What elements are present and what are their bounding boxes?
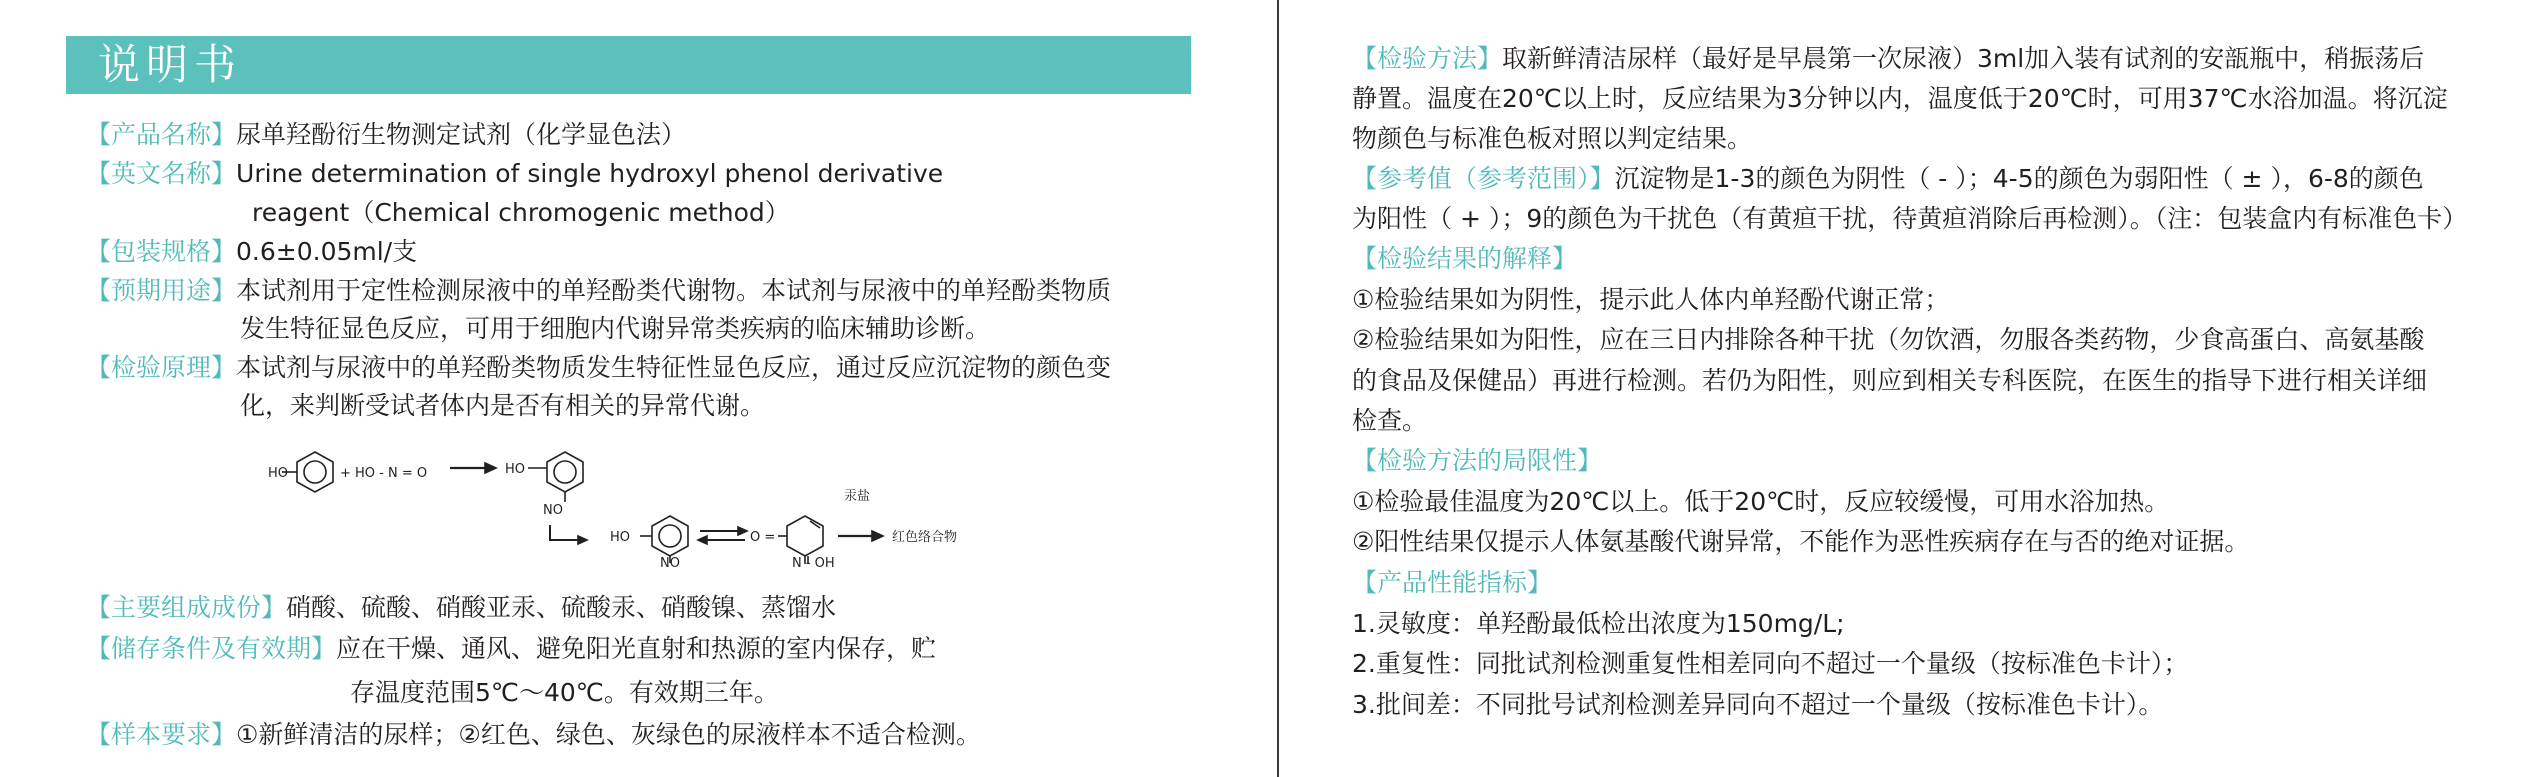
intended-use-row <box>86 274 1111 308</box>
english-name-label: 【英文名称】 <box>86 159 237 188</box>
performance-item2: 2.重复性：同批试剂检测重复性相差同向不超过一个量级（按标准色卡计）； <box>1352 649 2189 678</box>
intended-use-line1: 本试剂用于定性检测尿液中的单羟酚类代谢物。本试剂与尿液中的单羟酚类物质 <box>236 276 1112 305</box>
product-name-row <box>86 118 686 152</box>
ho-label-3: HO <box>610 530 631 545</box>
no-label-1: NO <box>543 503 563 518</box>
product-name-value: 尿单羟酚衍生物测定试剂（化学显色法） <box>236 120 687 149</box>
components-label: 【主要组成成份】 <box>86 593 287 622</box>
components-row <box>86 591 836 625</box>
package-row <box>86 235 417 269</box>
title-bar <box>66 36 1191 94</box>
intended-use-line2: 发生特征显色反应，可用于细胞内代谢异常类疾病的临床辅助诊断。 <box>240 314 991 343</box>
method-line2: 静置。温度在20℃以上时，反应结果为3分钟以内，温度低于20℃时，可用37℃水浴加温。将沉淀 <box>1352 84 2448 113</box>
performance-item3: 3.批间差：不同批号试剂检测差异同向不超过一个量级（按标准色卡计）。 <box>1352 690 2164 719</box>
english-name-row <box>86 157 943 191</box>
components-value: 硝酸、硫酸、硝酸亚汞、硫酸汞、硝酸镍、蒸馏水 <box>286 593 837 622</box>
limitations-item1: ①检验最佳温度为20℃以上。低于20℃时，反应较缓慢，可用水浴加热。 <box>1352 487 2170 516</box>
storage-label: 【储存条件及有效期】 <box>86 634 337 663</box>
catalyst-label: 汞盐 <box>844 489 871 504</box>
method-label: 【检验方法】 <box>1352 44 1503 73</box>
benzene-ring-1 <box>297 452 333 492</box>
interpretation-item2-line3: 检查。 <box>1352 406 1428 435</box>
principle-line2: 化，来判断受试者体内是否有相关的异常代谢。 <box>240 391 766 420</box>
no-label-2: NO <box>660 556 680 571</box>
reagent-label: + HO - N = O <box>340 466 428 481</box>
principle-row <box>86 351 1111 385</box>
reference-row <box>1352 162 2424 196</box>
interpretation-label: 【检验结果的解释】 <box>1352 244 1578 273</box>
interpretation-item1: ①检验结果如为阴性，提示此人体内单羟酚代谢正常； <box>1352 285 1950 314</box>
principle-line1: 本试剂与尿液中的单羟酚类物质发生特征性显色反应，通过反应沉淀物的颜色变 <box>236 353 1112 382</box>
package-label: 【包装规格】 <box>86 237 237 266</box>
storage-line2: 存温度范围5℃～40℃。有效期三年。 <box>350 678 779 707</box>
interpretation-item2-line1: ②检验结果如为阳性，应在三日内排除各种干扰（勿饮酒，勿服各类药物，少食高蛋白、高氨基酸 <box>1352 325 2425 354</box>
page-title: 说明书 <box>98 40 243 89</box>
reaction-diagram <box>260 440 1000 580</box>
method-row <box>1352 42 2424 76</box>
o-equals-label: O = <box>750 530 776 545</box>
reference-line2: 为阳性（ + ）；9的颜色为干扰色（有黄疸干扰，待黄疸消除后再检测）。（注：包装盒内有标准色卡） <box>1352 204 2468 233</box>
page-divider <box>1277 0 1279 777</box>
interpretation-item2-line2: 的食品及保健品）再进行检测。若仍为阳性，则应到相关专科医院，在医生的指导下进行相关详细 <box>1352 366 2428 395</box>
benzene-ring-2 <box>547 452 583 492</box>
storage-line1: 应在干燥、通风、避免阳光直射和热源的室内保存，贮 <box>336 634 937 663</box>
product-label: 红色络合物 <box>892 530 958 545</box>
reference-label: 【参考值（参考范围）】 <box>1352 164 1615 193</box>
limitations-item2: ②阳性结果仅提示人体氨基酸代谢异常，不能作为恶性疾病存在与否的绝对证据。 <box>1352 527 2250 556</box>
limitations-label: 【检验方法的局限性】 <box>1352 446 1603 475</box>
performance-item1: 1.灵敏度：单羟酚最低检出浓度为150mg/L; <box>1352 609 1845 638</box>
quinone-ring <box>787 516 823 556</box>
performance-label: 【产品性能指标】 <box>1352 568 1553 597</box>
benzene-ring-3 <box>652 516 688 556</box>
principle-label: 【检验原理】 <box>86 353 237 382</box>
sample-label: 【样本要求】 <box>86 720 237 749</box>
english-name-value-line2: reagent（Chemical chromogenic method） <box>252 198 790 227</box>
reference-line1: 沉淀物是1-3的颜色为阴性（ - ）；4-5的颜色为弱阳性（ ± ），6-8的颜色 <box>1614 164 2424 193</box>
sample-value: ①新鲜清洁的尿样；②红色、绿色、灰绿色的尿液样本不适合检测。 <box>236 720 981 749</box>
product-name-label: 【产品名称】 <box>86 120 237 149</box>
sample-row <box>86 718 981 752</box>
ho-label-1: HO <box>268 466 289 481</box>
english-name-value-line1: Urine determination of single hydroxyl phenol derivative <box>236 159 944 188</box>
method-line3: 物颜色与标准色板对照以判定结果。 <box>1352 124 1753 153</box>
noh-label: N - OH <box>792 556 835 571</box>
method-line1: 取新鲜清洁尿样（最好是早晨第一次尿液）3ml加入装有试剂的安瓿瓶中，稍振荡后 <box>1502 44 2425 73</box>
ho-label-2: HO <box>505 462 526 477</box>
package-value: 0.6±0.05ml/支 <box>236 237 418 266</box>
storage-row <box>86 632 936 666</box>
intended-use-label: 【预期用途】 <box>86 276 237 305</box>
